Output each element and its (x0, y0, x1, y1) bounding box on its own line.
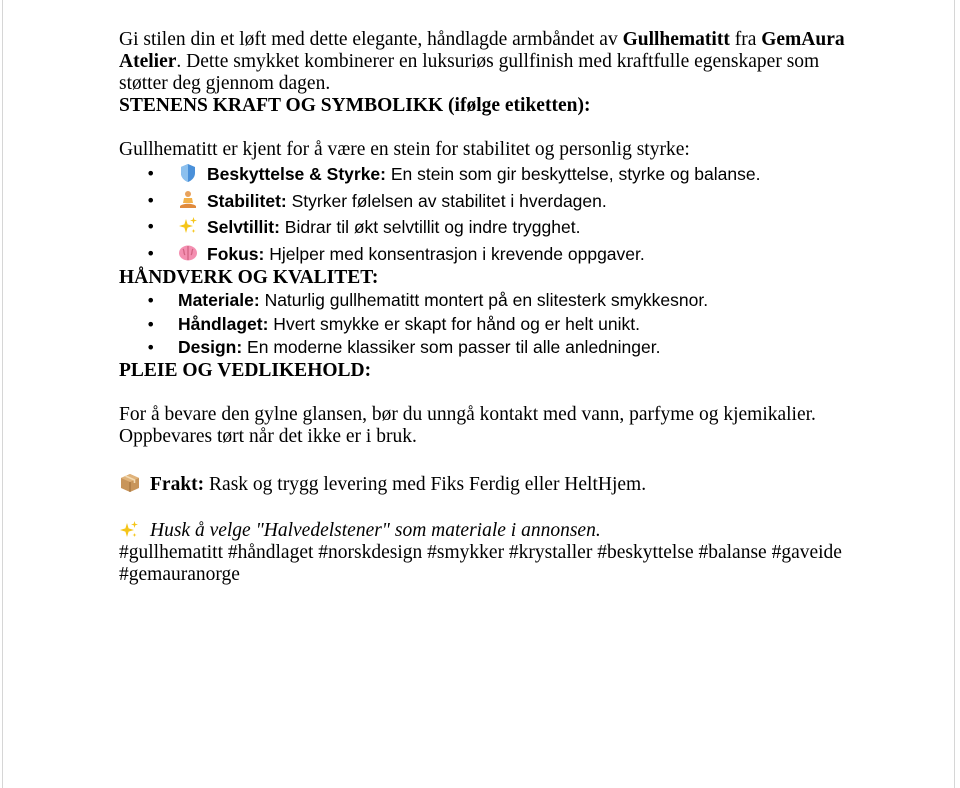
stone-name: Gullhematitt (622, 29, 730, 50)
note-line (119, 520, 849, 542)
sparkles-icon (119, 520, 141, 542)
item-text: Bidrar til økt selvtillit og indre trygghet. (279, 217, 581, 237)
item-label: Materiale: (178, 290, 260, 310)
intro-text-2: fra (729, 29, 762, 50)
item-text: Naturlig gullhematitt montert på en slitesterk smykkesnor. (259, 290, 709, 310)
bullet-icon: • (146, 338, 156, 357)
intro-text-1: Gi stilen din et løft med dette elegante, håndlagde armbåndet av (119, 29, 623, 50)
item-text: Hvert smykke er skapt for hånd og er helt unikt. (268, 313, 640, 334)
item-text: En moderne klassiker som passer til alle anledninger. (242, 337, 661, 357)
list-item (119, 188, 849, 215)
sparkles-icon (178, 216, 198, 236)
item-label: Stabilitet: (207, 190, 287, 211)
list-item (119, 289, 849, 313)
list-item (119, 214, 849, 241)
item-label: Fokus: (207, 243, 265, 264)
section-heading-symbolism: STENENS KRAFT OG SYMBOLIKK (ifølge etiketten): (119, 95, 591, 116)
document-page (2, 0, 955, 788)
intro-text-3: . Dette smykket kombinerer en luksuriøs gullfinish med kraftfulle egenskaper som støtter deg gjennom dagen. (119, 51, 820, 94)
yoga-icon (178, 190, 198, 210)
list-item (119, 161, 849, 188)
shipping-label: Frakt: (150, 473, 205, 495)
note-text: Husk å velge "Halvedelstener" som materiale i annonsen. (150, 519, 601, 541)
shipping-line (119, 472, 849, 496)
item-label: Beskyttelse & Styrke: (207, 164, 386, 184)
symbolism-list (119, 161, 849, 267)
craft-list (119, 289, 849, 360)
bullet-icon: • (146, 314, 156, 334)
brain-icon (178, 243, 198, 263)
shield-icon (178, 163, 198, 183)
bullet-icon: • (146, 190, 156, 210)
intro-paragraph (119, 29, 849, 95)
section-heading-craft: HÅNDVERK OG KVALITET: (119, 267, 379, 288)
package-icon (119, 472, 141, 494)
item-text: Hjelper med konsentrasjon i krevende oppgaver. (264, 243, 645, 264)
brand-name: GemAura Atelier (119, 29, 845, 72)
section-heading-care: PLEIE OG VEDLIKEHOLD: (119, 359, 372, 381)
item-label: Selvtillit: (207, 217, 280, 237)
shipping-text: Rask og trygg levering med Fiks Ferdig eller HeltHjem. (204, 473, 647, 495)
list-item (119, 241, 849, 268)
list-item (119, 313, 849, 337)
item-label: Design: (178, 337, 243, 357)
list-item (119, 336, 849, 360)
item-text: Styrker følelsen av stabilitet i hverdagen. (286, 190, 607, 211)
bullet-icon: • (146, 164, 156, 183)
bullet-icon: • (146, 217, 156, 236)
document-body (119, 29, 849, 586)
bullet-icon: • (146, 243, 156, 263)
care-paragraph: For å bevare den gylne glansen, bør du unngå kontakt med vann, parfyme og kjemikalier. Oppbevares tørt når det ikke er i bruk. (119, 403, 816, 447)
item-label: Håndlaget: (178, 313, 269, 334)
item-text: En stein som gir beskyttelse, styrke og balanse. (385, 164, 761, 184)
symbolism-lead: Gullhematitt er kjent for å være en stein for stabilitet og personlig styrke: (119, 139, 690, 160)
hashtags: #gullhematitt #håndlaget #norskdesign #smykker #krystaller #beskyttelse #balanse #gaveide #gemauranorge (119, 541, 842, 585)
bullet-icon: • (146, 291, 156, 310)
